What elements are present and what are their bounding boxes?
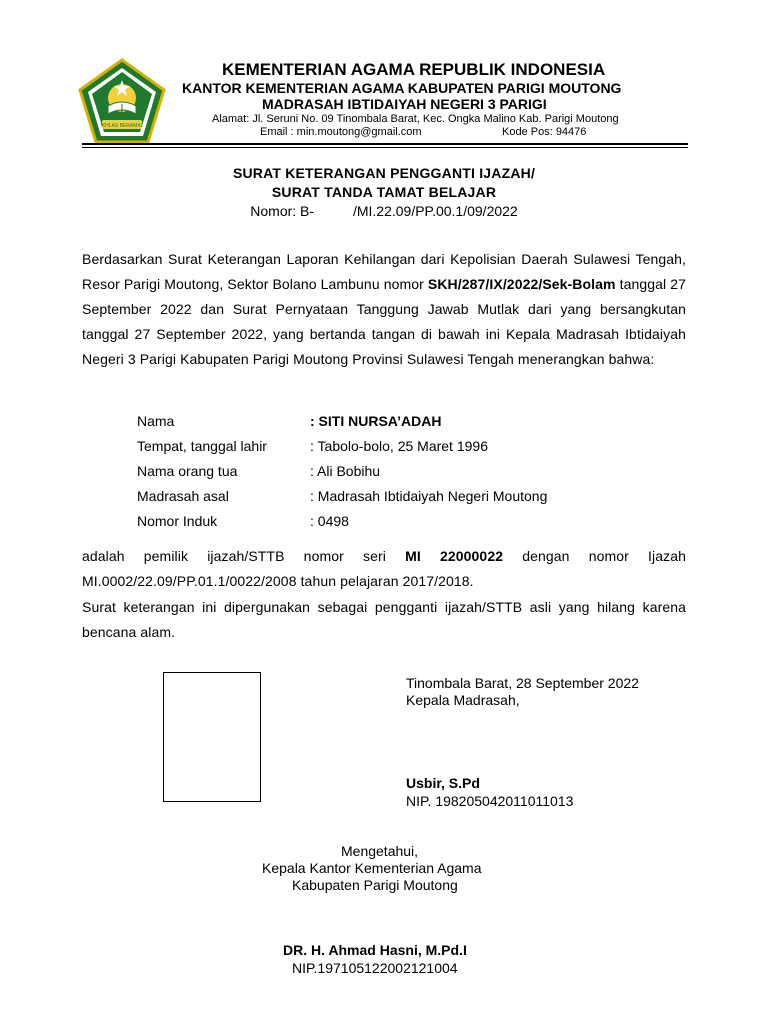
acknowledgement-nip: NIP.197105122002121004 bbox=[292, 960, 458, 976]
owner-text-2: dengan nomor Ijazah MI.0002/22.09/PP.01.1/0022/2008 tahun pelajaran 2017/2018. bbox=[82, 548, 686, 589]
letterhead-divider-thick bbox=[82, 143, 688, 145]
purpose-paragraph: Surat keterangan ini dipergunakan sebagai pengganti ijazah/STTB asli yang hilang karena bencana alam. bbox=[82, 599, 686, 640]
intro-text-1: Berdasarkan Surat Keterangan Laporan Kehilangan dari Kepolisian Daerah Sulawesi Tengah, Resor Parigi Moutong, Sektor Bolano Lambunu nomor bbox=[82, 251, 686, 292]
field-value-parent: : Ali Bobihu bbox=[310, 463, 381, 479]
email: Email : min.moutong@gmail.com bbox=[260, 126, 422, 138]
signature-position: Kepala Madrasah, bbox=[406, 692, 520, 708]
field-label-name: Nama bbox=[137, 413, 175, 429]
signature-nip: NIP. 198205042011011013 bbox=[406, 793, 574, 809]
kemenag-logo bbox=[78, 58, 166, 144]
field-label-parent: Nama orang tua bbox=[137, 463, 238, 479]
svg-text:IKHLAS BERAMAL: IKHLAS BERAMAL bbox=[100, 123, 144, 129]
document-title-line2: SURAT TANDA TAMAT BELAJAR bbox=[271, 184, 497, 200]
photo-box bbox=[163, 672, 261, 802]
acknowledgement-name: DR. H. Ahmad Hasni, M.Pd.I bbox=[283, 942, 467, 958]
field-value-name: : SITI NURSA’ADAH bbox=[310, 413, 442, 429]
field-value-birth: : Tabolo-bolo, 25 Maret 1996 bbox=[310, 438, 488, 454]
signature-name: Usbir, S.Pd bbox=[406, 775, 480, 791]
office-name: KANTOR KEMENTERIAN AGAMA KABUPATEN PARIGI MOUTONG bbox=[182, 80, 622, 96]
police-report-number: SKH/287/IX/2022/Sek-Bolam bbox=[427, 276, 616, 292]
intro-text-2: tanggal 27 September 2022 dan Surat Pernyataan Tanggung Jawab Mutlak dari yang bersangkutan tanggal 27 September 2022, yang bertanda tangan di bawah ini Kepala Madrasah Ibtidaiyah Negeri 3 Parigi Kabupaten Parigi Moutong Provinsi Sulawesi Tengah menerangkan bahwa: bbox=[82, 276, 686, 367]
field-value-student-id: : 0498 bbox=[310, 513, 349, 529]
document-title-line1: SURAT KETERANGAN PENGGANTI IJAZAH/ bbox=[232, 165, 536, 181]
acknowledgement-position-1: Kepala Kantor Kementerian Agama bbox=[262, 860, 482, 876]
owner-paragraph bbox=[82, 544, 686, 594]
school-name: MADRASAH IBTIDAIYAH NEGERI 3 PARIGI bbox=[262, 96, 547, 112]
letterhead-divider-thin bbox=[82, 147, 688, 148]
ministry-title: KEMENTERIAN AGAMA REPUBLIK INDONESIA bbox=[222, 60, 606, 79]
postal-code: Kode Pos: 94476 bbox=[502, 126, 587, 138]
field-label-school: Madrasah asal bbox=[137, 488, 229, 504]
address: Alamat: Jl. Seruni No. 09 Tinombala Barat, Kec. Ongka Malino Kab. Parigi Moutong bbox=[212, 113, 619, 125]
intro-paragraph bbox=[82, 247, 686, 372]
signature-place-date: Tinombala Barat, 28 September 2022 bbox=[406, 675, 639, 691]
acknowledgement-label: Mengetahui, bbox=[341, 843, 419, 859]
certificate-serial: MI 22000022 bbox=[405, 548, 504, 564]
field-label-student-id: Nomor Induk bbox=[137, 513, 218, 529]
document-number: Nomor: B- /MI.22.09/PP.00.1/09/2022 bbox=[250, 203, 518, 219]
acknowledgement-position-2: Kabupaten Parigi Moutong bbox=[292, 877, 458, 893]
field-label-birth: Tempat, tanggal lahir bbox=[137, 438, 267, 454]
owner-text-1: adalah pemilik ijazah/STTB nomor seri bbox=[82, 548, 406, 564]
field-value-school: : Madrasah Ibtidaiyah Negeri Moutong bbox=[310, 488, 548, 504]
